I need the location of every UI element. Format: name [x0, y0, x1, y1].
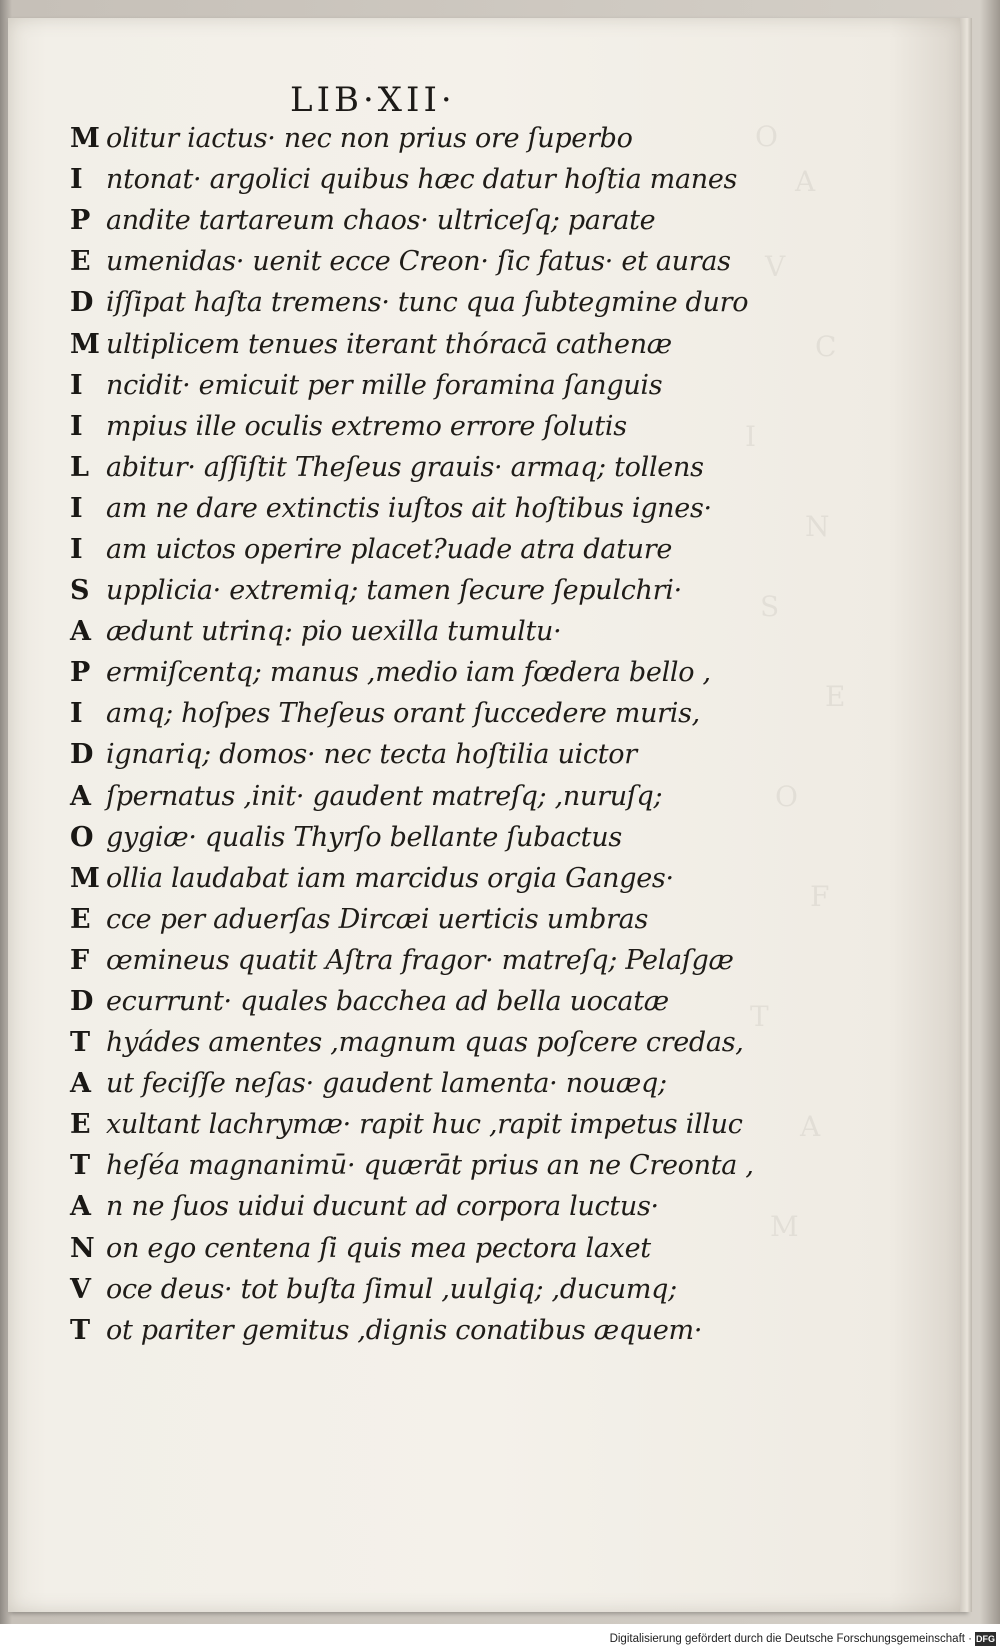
- verse-text: ntonat· argolici quibus hæc datur hoſtia manes: [106, 164, 738, 196]
- verse-line: [70, 1104, 790, 1145]
- verse-initial: I: [70, 698, 83, 730]
- verse-initial: T: [70, 1027, 91, 1059]
- verse-line: [70, 159, 790, 200]
- verse-initial: N: [70, 1232, 95, 1264]
- verse-line: [70, 282, 790, 323]
- verse-line: [70, 118, 790, 159]
- verse-line: [70, 365, 790, 406]
- verse-line: [70, 858, 790, 899]
- verse-initial: A: [70, 1191, 91, 1223]
- verse-line: [70, 776, 790, 817]
- verse-text: heſéa magnanimū· quærāt prius an ne Creonta ,: [106, 1150, 754, 1182]
- verse-text: iſſipat haſta tremens· tunc qua ſubtegmine duro: [106, 287, 749, 319]
- verse-text: ædunt utrinq: pio uexilla tumultu·: [106, 616, 562, 648]
- verse-text: cce per aduerſas Dircæi uerticis umbras: [106, 903, 649, 935]
- dfg-logo: DFG: [976, 1634, 995, 1644]
- verse-line: [70, 652, 790, 693]
- verse-line: [70, 447, 790, 488]
- verse-text: abitur· aſſiſtit Theſeus grauis· armaq; tollens: [106, 451, 704, 483]
- verse-text: olitur iactus· nec non prius ore ſuperbo: [106, 123, 633, 155]
- verse-text: ecurrunt· quales bacchea ad bella uocatæ: [106, 986, 669, 1018]
- verse-text: mpius ille oculis extremo errore ſolutis: [106, 410, 627, 442]
- verse-initial: D: [70, 986, 94, 1018]
- verse-initial: A: [70, 616, 91, 648]
- verse-block: [70, 118, 790, 1351]
- verse-initial: D: [70, 287, 94, 319]
- verse-text: umenidas· uenit ecce Creon· ſic fatus· et auras: [106, 246, 731, 278]
- verse-text: oce deus· tot buſta ſimul ,uulgiq; ,ducumq;: [106, 1273, 677, 1305]
- verse-line: [70, 899, 790, 940]
- verse-initial: P: [70, 205, 91, 237]
- verse-text: andite tartareum chaos· ultriceſq; parate: [106, 205, 656, 237]
- verse-initial: D: [70, 739, 94, 771]
- page-edge: [960, 18, 972, 1612]
- verse-initial: M: [70, 328, 100, 360]
- verse-line: [70, 611, 790, 652]
- verse-text: on ego centena ſi quis mea pectora laxet: [106, 1232, 651, 1264]
- verse-line: [70, 488, 790, 529]
- verse-line: [70, 1310, 790, 1351]
- verse-line: [70, 1269, 790, 1310]
- verse-text: ut feciſſe neſas· gaudent lamenta· nouæq;: [106, 1068, 667, 1100]
- verse-text: ignariq; domos· nec tecta hoſtilia uictor: [106, 739, 637, 771]
- verse-initial: E: [70, 903, 91, 935]
- verse-initial: S: [70, 575, 90, 607]
- verse-initial: I: [70, 369, 83, 401]
- verse-initial: E: [70, 1109, 91, 1141]
- verse-initial: I: [70, 492, 83, 524]
- verse-text: hyádes amentes ,magnum quas poſcere credas,: [106, 1027, 744, 1059]
- verse-initial: V: [70, 1273, 91, 1305]
- verse-line: [70, 1186, 790, 1227]
- verse-line: [70, 940, 790, 981]
- verse-text: am ne dare extinctis iuſtos ait hoſtibus ignes·: [106, 492, 712, 524]
- verse-initial: I: [70, 410, 83, 442]
- verse-text: ultiplicem tenues iterant thóracā cathenæ: [106, 328, 672, 360]
- verse-initial: T: [70, 1314, 91, 1346]
- verse-initial: A: [70, 780, 91, 812]
- verse-line: [70, 1022, 790, 1063]
- verse-text: œmineus quatit Aſtra fragor· matreſq; Pelaſgæ: [106, 944, 734, 976]
- funding-credit: Digitalisierung gefördert durch die Deutsche Forschungsgemeinschaft ·: [609, 1633, 972, 1645]
- verse-text: am uictos operire placet?uade atra dature: [106, 533, 673, 565]
- verse-line: [70, 406, 790, 447]
- verse-line: [70, 817, 790, 858]
- verse-text: n ne ſuos uidui ducunt ad corpora luctus·: [106, 1191, 659, 1223]
- verse-initial: M: [70, 862, 100, 894]
- verse-initial: A: [70, 1068, 91, 1100]
- verse-line: [70, 1063, 790, 1104]
- verse-initial: M: [70, 123, 100, 155]
- verse-line: [70, 1145, 790, 1186]
- verse-line: [70, 323, 790, 364]
- verse-line: [70, 529, 790, 570]
- verse-text: ermiſcentq; manus ,medio iam fœdera bello ,: [106, 657, 711, 689]
- verse-line: [70, 241, 790, 282]
- verse-line: [70, 200, 790, 241]
- running-head: LIB·XII·: [290, 80, 456, 120]
- verse-line: [70, 981, 790, 1022]
- verse-text: ſpernatus ,init· gaudent matreſq; ,nuruſq;: [106, 780, 663, 812]
- verse-text: upplicia· extremiq; tamen ſecure ſepulchri·: [106, 575, 682, 607]
- verse-line: [70, 1228, 790, 1269]
- verse-initial: T: [70, 1150, 91, 1182]
- footer-bar: [0, 1624, 1000, 1652]
- verse-initial: E: [70, 246, 91, 278]
- verse-text: xultant lachrymæ· rapit huc ,rapit impetus illuc: [106, 1109, 743, 1141]
- verse-initial: I: [70, 533, 83, 565]
- verse-initial: O: [70, 821, 94, 853]
- verse-initial: I: [70, 164, 83, 196]
- verse-text: ot pariter gemitus ,dignis conatibus æquem·: [106, 1314, 703, 1346]
- verse-text: ncidit· emicuit per mille foramina ſanguis: [106, 369, 663, 401]
- verse-line: [70, 693, 790, 734]
- verse-initial: L: [70, 451, 89, 483]
- verse-line: [70, 734, 790, 775]
- verse-text: gygiæ· qualis Thyrſo bellante ſubactus: [106, 821, 622, 853]
- verse-initial: F: [70, 944, 90, 976]
- verse-line: [70, 570, 790, 611]
- verse-text: amq; hoſpes Theſeus orant ſuccedere muris,: [106, 698, 700, 730]
- verse-text: ollia laudabat iam marcidus orgia Ganges·: [106, 862, 674, 894]
- verse-initial: P: [70, 657, 91, 689]
